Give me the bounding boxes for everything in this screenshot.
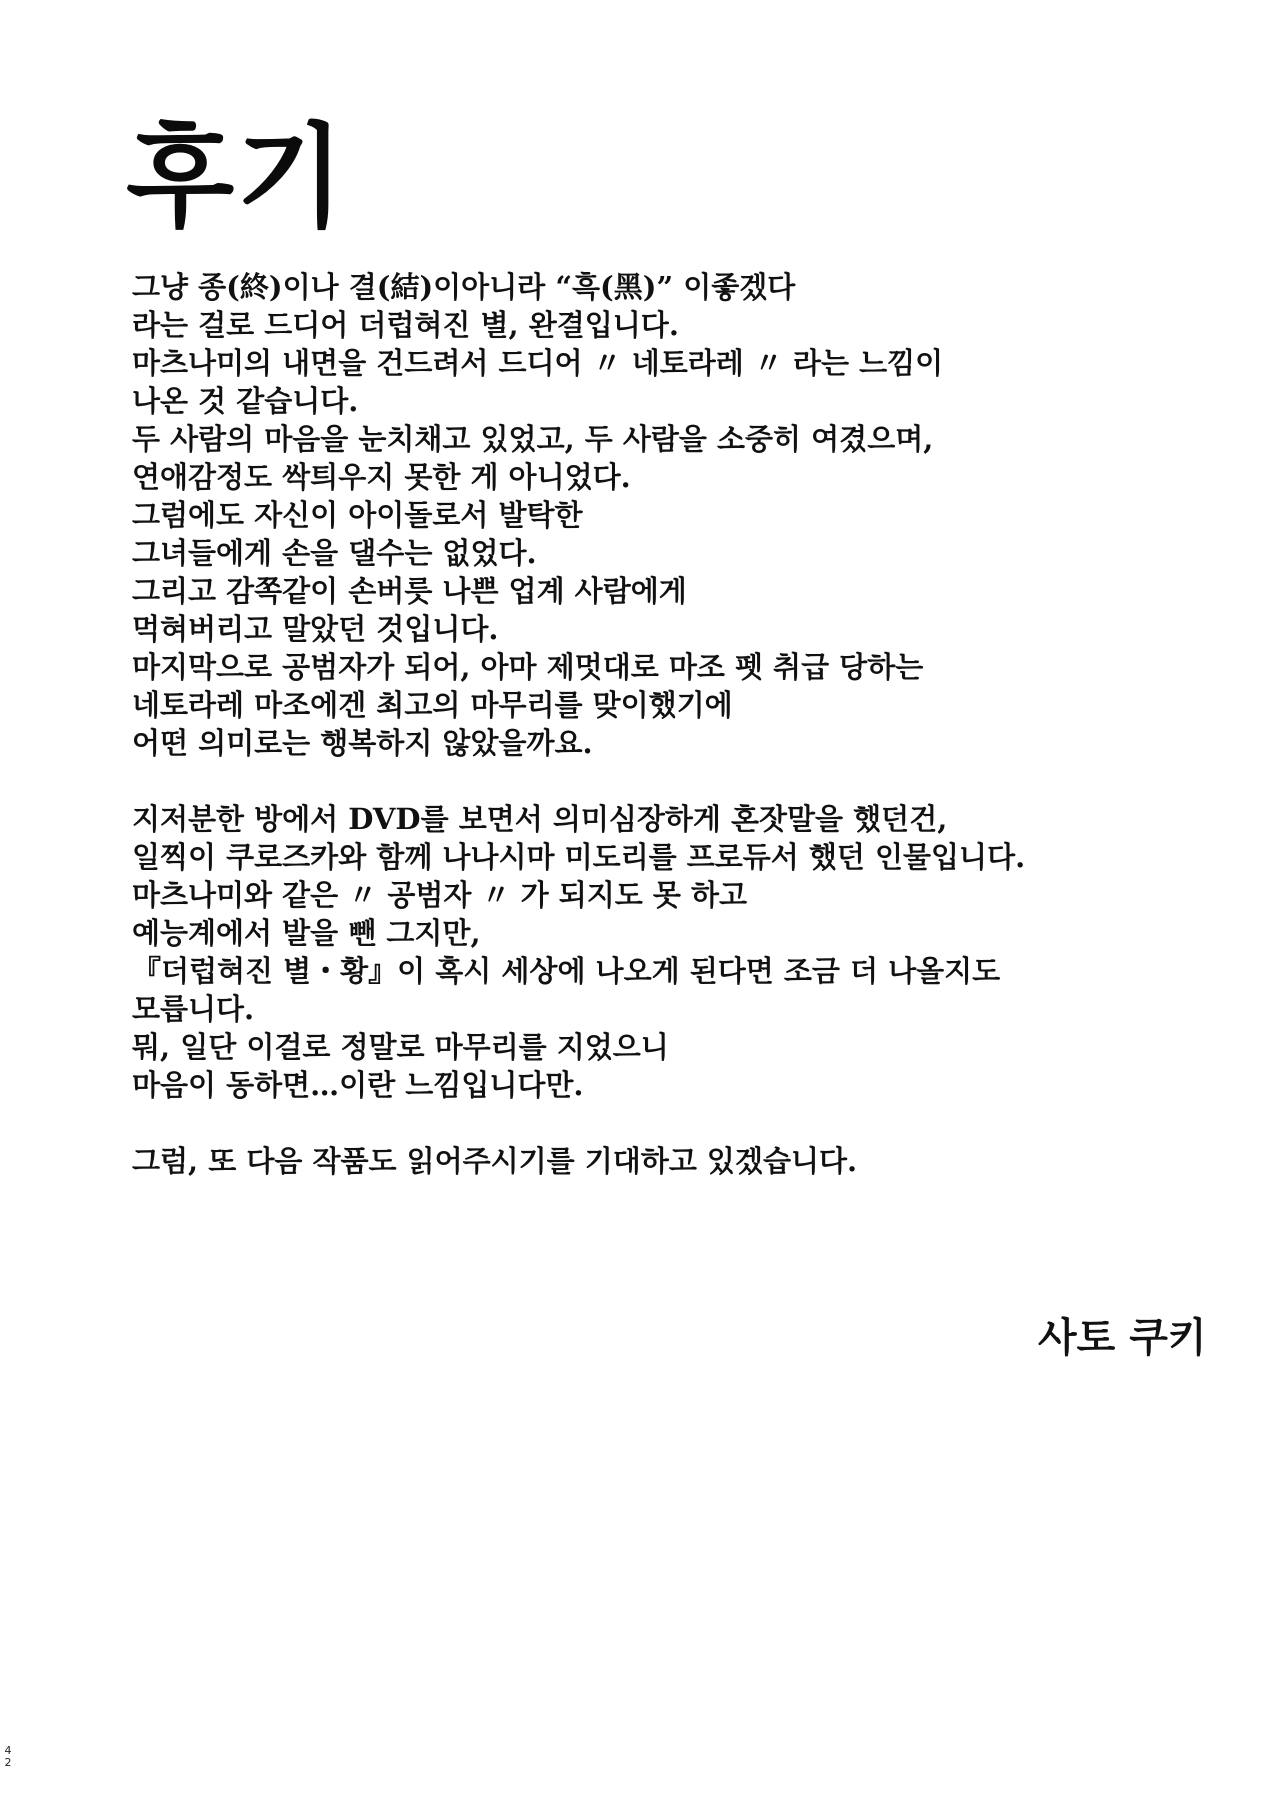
- text-line: 그리고 감쪽같이 손버릇 나쁜 업계 사람에게: [132, 574, 687, 608]
- paragraph-3: [132, 1142, 1132, 1180]
- text-line: 나온 것 같습니다.: [132, 384, 359, 418]
- author-signature: 사토 쿠키: [1038, 1315, 1207, 1361]
- text-line: 예능계에서 발을 뺀 그지만,: [132, 916, 481, 950]
- text-line: 마츠나미와 같은 〃 공범자 〃 가 되지도 못 하고: [132, 878, 748, 912]
- text-line: 그럼, 또 다음 작품도 읽어주시기를 기대하고 있겠습니다.: [132, 1144, 858, 1178]
- page-number: 42: [4, 1744, 12, 1769]
- paragraph-gap: [132, 762, 1132, 800]
- text-line: 마지막으로 공범자가 되어, 아마 제멋대로 마조 펫 취급 당하는: [132, 650, 924, 684]
- text-line: 마츠나미의 내면을 건드려서 드디어 〃 네토라레 〃 라는 느낌이: [132, 346, 944, 380]
- page-title: 후기: [126, 113, 347, 243]
- text-line: 두 사람의 마음을 눈치채고 있었고, 두 사람을 소중히 여겼으며,: [132, 422, 934, 456]
- text-line: 그냥 종(終)이나 결(結)이아니라 “흑(黑)” 이좋겠다: [132, 270, 796, 304]
- text-line: 지저분한 방에서 DVD를 보면서 의미심장하게 혼잣말을 했던건,: [132, 802, 948, 836]
- text-line: 『더럽혀진 별・황』이 혹시 세상에 나오게 된다면 조금 더 나올지도: [132, 954, 1001, 988]
- text-line: 라는 걸로 드디어 더럽혀진 별, 완결입니다.: [132, 308, 679, 342]
- paragraph-2: [132, 800, 1132, 1104]
- text-line: 그럼에도 자신이 아이돌로서 발탁한: [132, 498, 583, 532]
- text-line: 그녀들에게 손을 댈수는 없었다.: [132, 536, 537, 570]
- text-line: 먹혀버리고 말았던 것입니다.: [132, 612, 499, 646]
- paragraph-gap: [132, 1104, 1132, 1142]
- text-line: 뭐, 일단 이걸로 정말로 마무리를 지었으니: [132, 1030, 669, 1064]
- text-line: 연애감정도 싹틔우지 못한 게 아니었다.: [132, 460, 631, 494]
- afterword-body: [132, 268, 1132, 1180]
- text-line: 모릅니다.: [132, 992, 255, 1026]
- text-line: 마음이 동하면…이란 느낌입니다만.: [132, 1068, 584, 1102]
- text-line: 네토라레 마조에겐 최고의 마무리를 맞이했기에: [132, 688, 733, 722]
- text-line: 어떤 의미로는 행복하지 않았을까요.: [132, 726, 593, 760]
- paragraph-1: [132, 268, 1132, 762]
- text-line: 일찍이 쿠로즈카와 함께 나나시마 미도리를 프로듀서 했던 인물입니다.: [132, 840, 1026, 874]
